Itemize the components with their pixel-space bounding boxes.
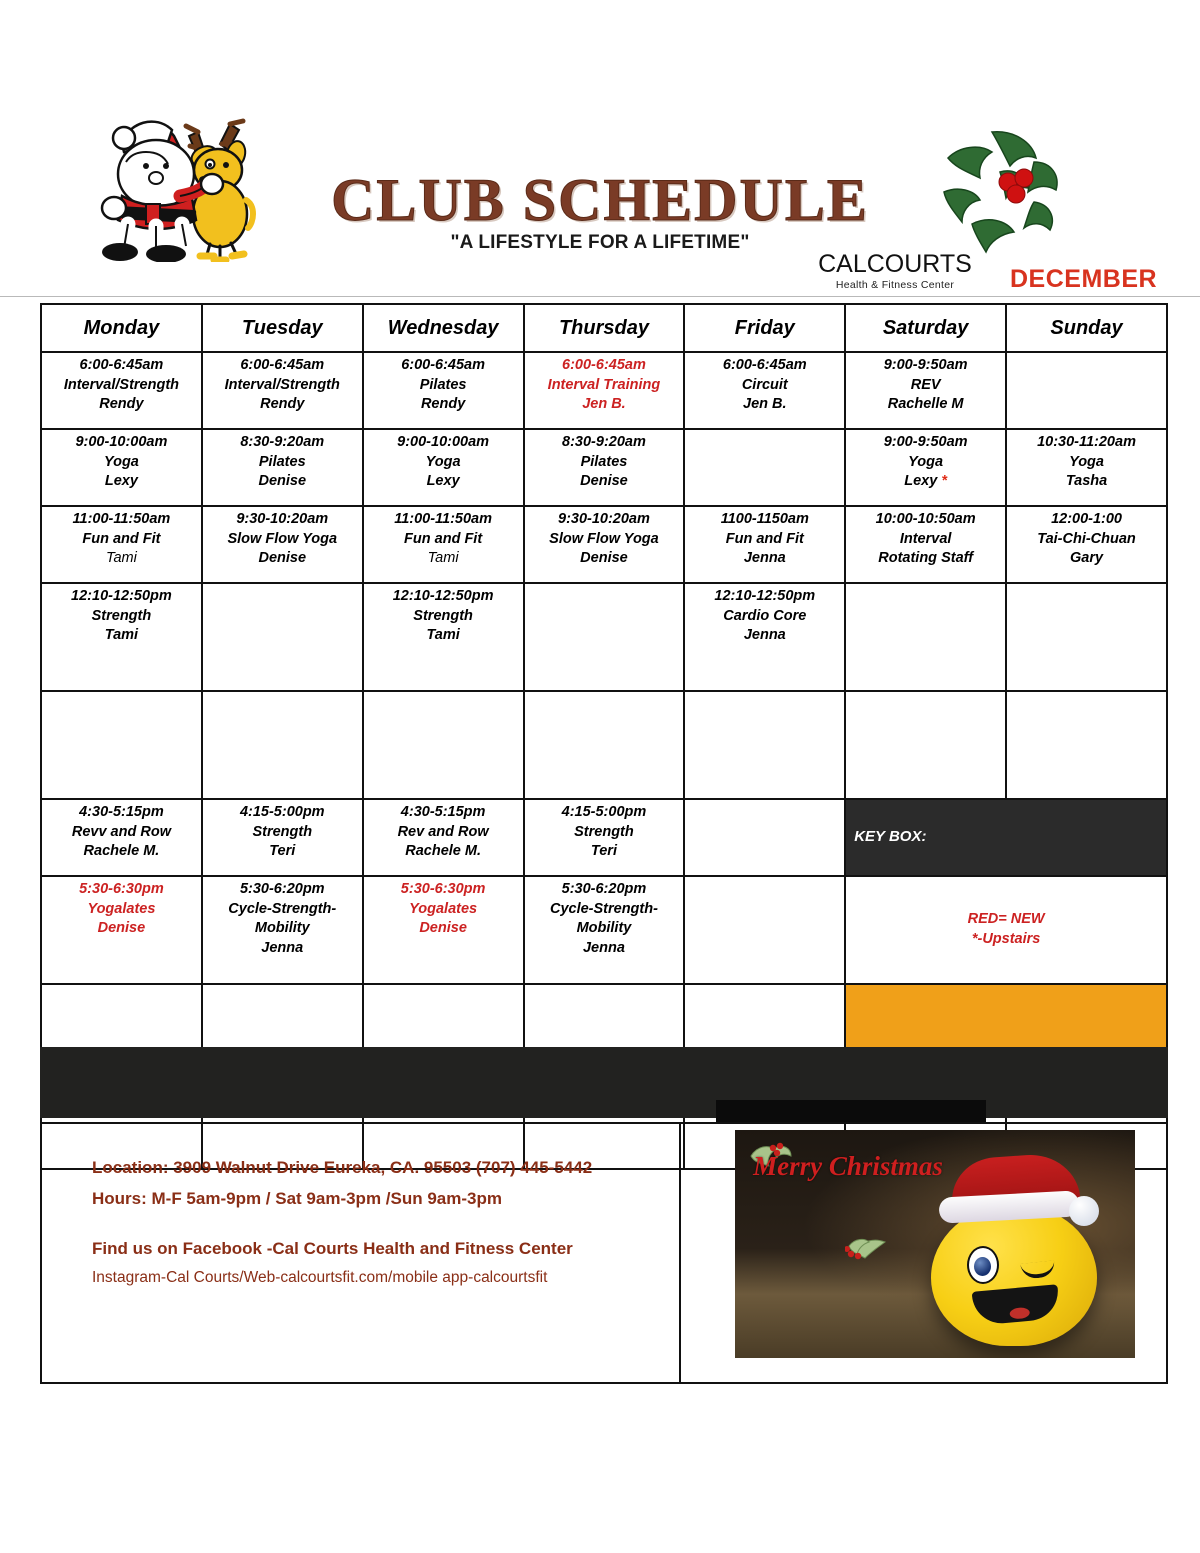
schedule-cell [41,799,202,876]
schedule-cell [363,506,524,583]
table-row [41,691,1167,799]
schedule-cell-line: 12:10-12:50pm [392,588,494,604]
schedule-cell-line: 5:30-6:20pm [561,881,647,897]
schedule-cell-line: 5:30-6:30pm [79,881,164,897]
schedule-cell [684,799,845,876]
schedule-cell-line: Yogalates [409,900,478,917]
schedule-cell-line: 12:10-12:50pm [71,588,172,604]
schedule-cell-line: Mobility [254,920,310,937]
footer-divider [679,1124,681,1382]
schedule-cell-line: Strength [574,823,634,840]
schedule-cell [202,352,363,429]
schedule-cell-line: Denise [580,550,628,567]
table-row [41,876,1167,984]
schedule-cell [363,429,524,506]
schedule-cell [202,876,363,984]
schedule-cell-line: Rendy [420,396,466,413]
schedule-cell-line: Yoga [908,453,944,470]
schedule-cell [363,876,524,984]
page-title: CLUB SCHEDULE [331,167,869,233]
table-row [41,352,1167,429]
table-row [41,429,1167,506]
title-block [300,167,900,254]
facebook-line[interactable]: Find us on Facebook -Cal Courts Health and Fitness Center [92,1238,573,1258]
schedule-cell-line: Interval/Strength [224,376,340,393]
schedule-cell [202,506,363,583]
header-divider [0,296,1200,297]
schedule-cell [363,691,524,799]
schedule-cell-line: 11:00-11:50am [72,511,171,527]
schedule-cell-line: Fun and Fit [404,530,483,547]
schedule-cell [684,691,845,799]
schedule-cell-line: 10:30-11:20am [1037,434,1136,450]
schedule-cell-line: Lexy [426,473,460,490]
schedule-cell-line: 8:30-9:20am [240,434,325,450]
schedule-cell-line: Tami [104,627,139,644]
schedule-cell-line: Rotating Staff [878,550,974,567]
schedule-cell-line: 4:15-5:00pm [239,804,325,820]
schedule-cell [684,429,845,506]
schedule-cell-line: 4:15-5:00pm [561,804,647,820]
schedule-cell [845,429,1006,506]
schedule-cell-line: Lexy * [904,473,948,490]
schedule-cell [1006,506,1167,583]
schedule-cell [363,352,524,429]
table-row [41,506,1167,583]
schedule-cell-line: Cycle-Strength- [549,900,658,917]
footer-spacer [92,1215,672,1233]
schedule-cell-line: 5:30-6:30pm [400,881,486,897]
schedule-cell [524,352,685,429]
schedule-cell [684,506,845,583]
schedule-cell-line: Denise [258,550,307,567]
schedule-cell-line: 1100-1150am [720,511,809,527]
schedule-cell-line: Tami [427,550,459,567]
footer-box [40,1122,1168,1384]
schedule-cell-line: 9:00-10:00am [75,434,168,450]
schedule-cell-line: Interval Training [547,376,661,393]
schedule-cell-line: Cycle-Strength- [228,900,337,917]
schedule-cell-line: Rev and Row [397,823,489,840]
schedule-cell-line: 12:00-1:00 [1051,511,1122,527]
brand-name: CALCOURTS [818,250,972,278]
schedule-cell-line: Revv and Row [71,823,171,840]
schedule-cell [524,429,685,506]
table-header-row [41,304,1167,352]
key-box-heading: KEY BOX: [845,799,1167,876]
schedule-cell-line: Teri [269,843,296,860]
schedule-cell-line: Rendy [260,396,305,413]
schedule-cell-line: Denise [419,920,467,937]
schedule-cell-line: Tami [105,550,137,567]
schedule-cell-line: Jen B. [582,396,626,413]
schedule-cell-line: Interval/Strength [63,376,180,393]
schedule-cell-line: Yoga [425,453,461,470]
page-header [0,0,1200,296]
christmas-photo [735,1130,1135,1358]
schedule-cell [202,691,363,799]
schedule-cell-line: Rachele M. [83,843,160,860]
schedule-cell-line: Tami [426,627,460,644]
schedule-cell-line: Fun and Fit [82,530,161,547]
schedule-cell-line: Slow Flow Yoga [549,530,659,547]
schedule-cell [684,583,845,691]
schedule-cell [845,691,1006,799]
schedule-cell [684,352,845,429]
schedule-cell-line: Jenna [743,627,786,644]
holly-icon [930,128,1060,256]
schedule-cell-line: Tasha [1065,473,1108,490]
merry-christmas-text: Merry Christmas [753,1151,943,1181]
schedule-cell-line: 9:00-10:00am [397,434,490,450]
schedule-cell [845,506,1006,583]
column-header-friday: Friday [684,304,845,352]
column-header-sunday: Sunday [1006,304,1167,352]
schedule-cell-line: Yoga [1069,453,1104,470]
schedule-cell-line: 9:30-10:20am [236,511,329,527]
schedule-cell-line: Rachele M. [405,843,481,860]
schedule-cell [845,583,1006,691]
schedule-cell-line: Slow Flow Yoga [227,530,338,547]
schedule-cell-line: 4:30-5:15pm [400,804,486,820]
column-header-wednesday: Wednesday [363,304,524,352]
schedule-cell-line: 9:30-10:20am [558,511,650,527]
schedule-cell-line: 6:00-6:45am [401,357,486,373]
schedule-cell-line: Pilates [419,376,467,393]
schedule-cell-line: Yoga [103,453,139,470]
schedule-cell-line: Strength [252,823,313,840]
schedule-cell [202,583,363,691]
schedule-cell [1006,691,1167,799]
schedule-cell-line: Denise [258,473,307,490]
schedule-cell-line: Pilates [258,453,306,470]
schedule-cell-line: Jenna [743,550,786,567]
schedule-cell [684,876,845,984]
schedule-cell [202,429,363,506]
schedule-cell-line: 6:00-6:45am [240,357,325,373]
schedule-cell-line: 6:00-6:45am [722,357,807,373]
column-header-saturday: Saturday [845,304,1006,352]
scan-artifact-band-2 [716,1100,986,1122]
schedule-cell-line: Jen B. [743,396,787,413]
schedule-cell-line: Lexy [104,473,138,490]
schedule-cell-line: Interval [899,530,952,547]
key-box-line1: RED= NEW [967,911,1045,928]
schedule-cell-line: Gary [1070,550,1104,567]
schedule-table [40,303,1168,1170]
upstairs-asterisk: * [941,473,948,490]
schedule-cell [1006,429,1167,506]
schedule-cell-line: Mobility [576,920,632,937]
schedule-cell-line: Denise [580,473,628,490]
schedule-cell-line: Strength [91,607,152,624]
scan-artifact-band [40,1047,1168,1118]
schedule-cell [1006,352,1167,429]
smiley-eye [967,1246,999,1284]
schedule-cell-line: 4:30-5:15pm [79,804,164,820]
schedule-cell-line: Jenna [261,939,304,956]
schedule-cell-line: Cardio Core [723,607,807,624]
schedule-cell-line: Strength [413,607,473,624]
key-box-line2: *-Upstairs [971,931,1041,947]
schedule-cell-line: Pilates [580,453,628,470]
schedule-cell-line: Denise [97,920,146,937]
column-header-monday: Monday [41,304,202,352]
tagline: "A LIFESTYLE FOR A LIFETIME" [450,232,750,253]
schedule-cell-line: 5:30-6:20pm [239,881,325,897]
column-header-tuesday: Tuesday [202,304,363,352]
schedule-cell-line: Rachelle M [887,396,964,413]
schedule-cell [524,876,685,984]
hours-line: Hours: M-F 5am-9pm / Sat 9am-3pm /Sun 9am-3pm [92,1189,502,1209]
schedule-cell [41,876,202,984]
calcourts-logo [795,252,995,291]
schedule-cell [363,583,524,691]
brand-subtitle: Health & Fitness Center [835,279,955,291]
location-line: Location: 3909 Walnut Drive Eureka, CA. 95503 (707) 445-5442 [92,1158,593,1177]
schedule-cell [41,691,202,799]
schedule-cell [41,352,202,429]
schedule-cell-line: Yogalates [87,900,156,917]
schedule-cell [41,429,202,506]
social-line[interactable]: Instagram-Cal Courts/Web-calcourtsfit.com/mobile app-calcourtsfit [92,1269,548,1287]
schedule-cell-line: REV [910,376,941,393]
table-row [41,583,1167,691]
santa-hat-icon [933,1156,1089,1226]
schedule-cell-line: 10:00-10:50am [875,511,976,527]
schedule-cell-line: Rendy [99,396,144,413]
schedule-cell-line: 12:10-12:50pm [714,588,816,604]
schedule-cell-line: 6:00-6:45am [562,357,646,373]
schedule-cell-line: 6:00-6:45am [79,357,164,373]
column-header-thursday: Thursday [524,304,685,352]
table-row [41,799,1167,876]
schedule-cell-line: Circuit [741,376,788,393]
schedule-cell [41,506,202,583]
schedule-cell [363,799,524,876]
holly-small-icon-b [845,1234,889,1260]
schedule-cell-line: Tai-Chi-Chuan [1037,530,1136,547]
schedule-cell-line: Jenna [582,939,625,956]
schedule-cell [524,506,685,583]
footer-info [92,1152,672,1293]
schedule-cell [524,691,685,799]
month-label: DECEMBER [1010,265,1158,293]
santa-reindeer-icon [86,104,258,262]
schedule-cell [524,799,685,876]
schedule-cell [202,799,363,876]
schedule-cell [41,583,202,691]
key-box-body [845,876,1167,984]
schedule-cell [845,352,1006,429]
schedule-cell-line: 9:00-9:50am [883,357,968,373]
schedule-cell [524,583,685,691]
schedule-cell [1006,583,1167,691]
schedule-cell-line: 11:00-11:50am [394,511,493,527]
schedule-cell-line: Fun and Fit [725,530,804,547]
schedule-cell-line: 8:30-9:20am [562,434,646,450]
schedule-cell-line: Teri [590,843,617,860]
schedule-cell-line: 9:00-9:50am [883,434,968,450]
